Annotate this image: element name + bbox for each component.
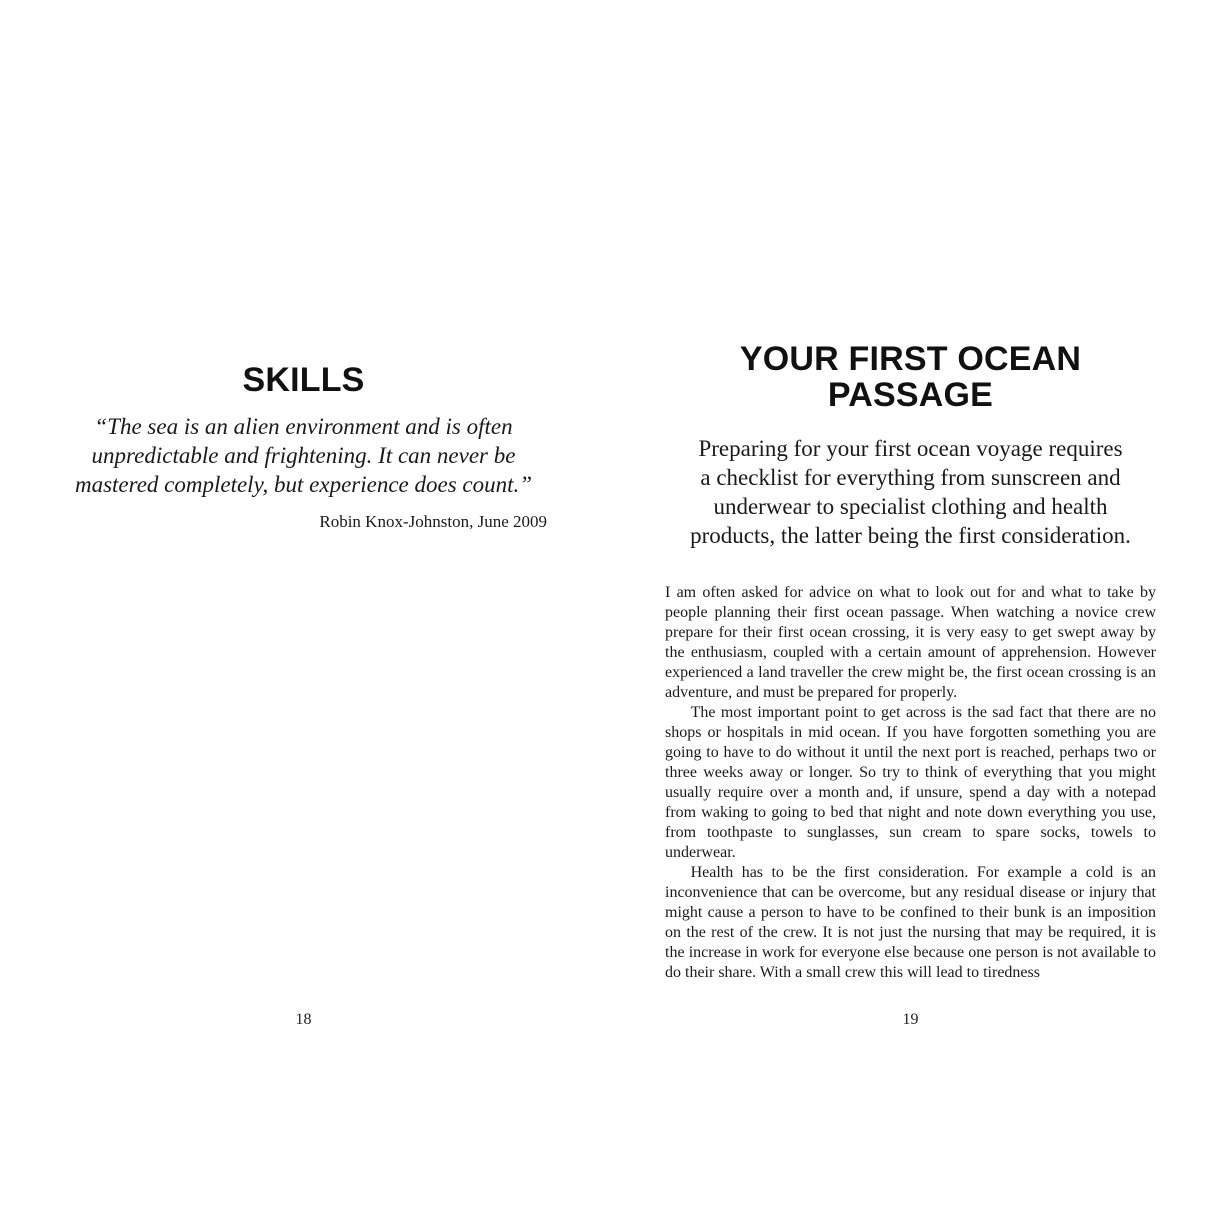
epigraph-quote-line: mastered completely, but experience does count.”	[74, 472, 533, 497]
chapter-title-line: PASSAGE	[827, 376, 994, 414]
chapter-title	[607, 341, 1214, 413]
body-text	[665, 583, 1156, 983]
right-page	[607, 0, 1214, 1214]
chapter-title-line: YOUR FIRST OCEAN	[739, 340, 1082, 378]
body-paragraph: Health has to be the first consideration. For example a cold is an inconvenience that can be overcome, but any residual disease or injury that might cause a person to have to be confined to their bunk is an imposition on the rest of the crew. It is not just the nursing that may be required, it is the increase in work for everyone else because one person is not available to do their share. With a small crew this will lead to tiredness	[665, 864, 1156, 981]
chapter-intro-line: products, the latter being the first consideration.	[690, 523, 1131, 548]
epigraph-quote	[38, 412, 569, 499]
page-number-left: 18	[295, 1011, 312, 1028]
part-title: SKILLS	[242, 361, 365, 399]
page-number-right: 19	[902, 1011, 919, 1028]
chapter-intro-line: Preparing for your first ocean voyage requires	[698, 436, 1123, 461]
epigraph-quote-line: unpredictable and frightening. It can never be	[91, 443, 516, 468]
body-paragraph: The most important point to get across is the sad fact that there are no shops or hospitals in mid ocean. If you have forgotten something you are going to have to do without it until the next port is reached, perhaps two or three weeks away or longer. So try to think of everything that you might usually require over a month and, if unsure, spend a day with a notepad from waking to going to bed that night and note down everything you use, from toothpaste to sunglasses, sun cream to spare socks, towels to underwear.	[665, 704, 1156, 861]
chapter-intro-line: a checklist for everything from sunscreen and	[700, 465, 1121, 490]
epigraph-attribution: Robin Knox-Johnston, June 2009	[319, 512, 547, 531]
chapter-intro-line: underwear to specialist clothing and health	[713, 494, 1108, 519]
epigraph-quote-line: “The sea is an alien environment and is often	[94, 414, 513, 439]
chapter-intro	[643, 434, 1178, 550]
body-paragraph: I am often asked for advice on what to look out for and what to take by people planning their first ocean passage. When watching a novice crew prepare for their first ocean crossing, it is very easy to get swept away by the enthusiasm, coupled with a certain amount of apprehension. However experienced a land traveller the crew might be, the first ocean crossing is an adventure, and must be prepared for properly.	[665, 584, 1156, 701]
